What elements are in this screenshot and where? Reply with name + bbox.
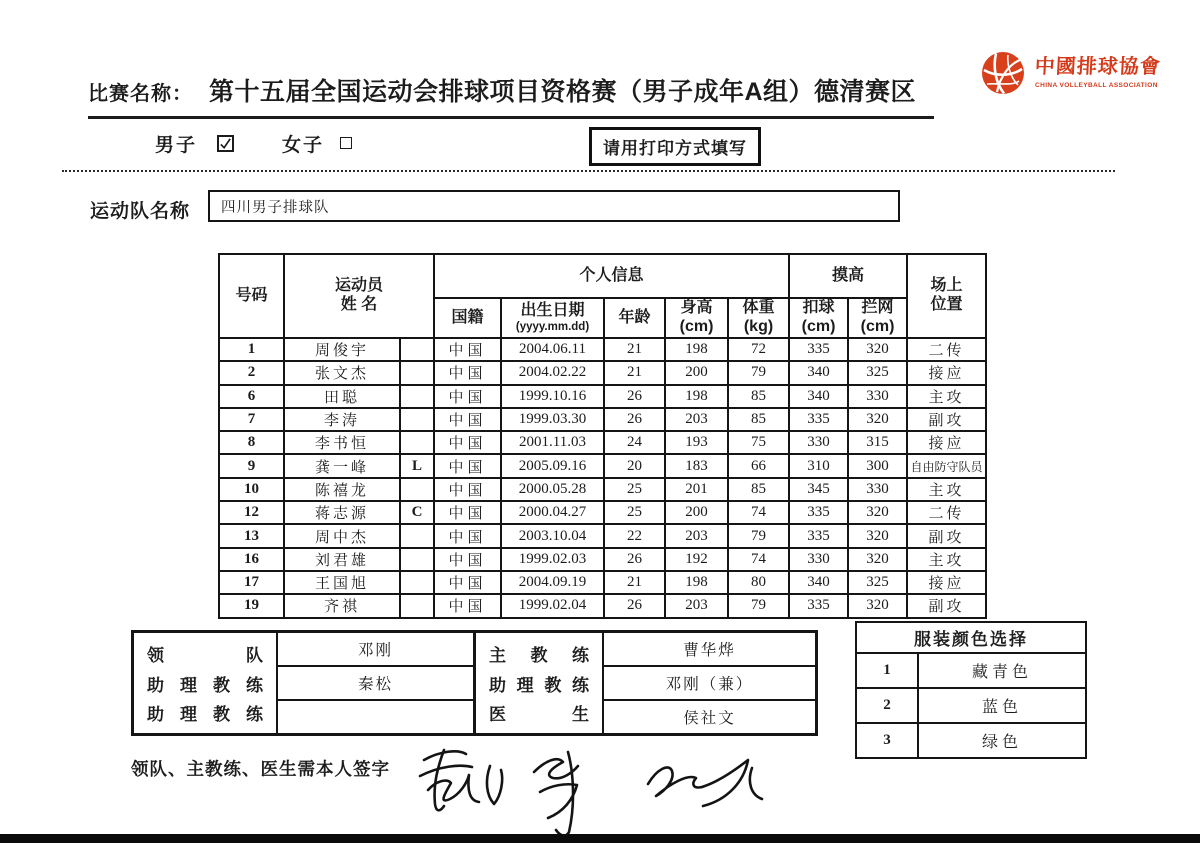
roster-cell: 陈禧龙 bbox=[284, 478, 400, 501]
col-personal-info: 个人信息 bbox=[434, 254, 789, 298]
association-name bbox=[1035, 50, 1161, 89]
table-row bbox=[219, 548, 986, 571]
roster-cell: 200 bbox=[665, 501, 728, 524]
roster-cell bbox=[400, 361, 434, 384]
roster-cell: 2000.04.27 bbox=[501, 501, 604, 524]
roster-cell: 320 bbox=[848, 501, 907, 524]
roster-cell: 26 bbox=[604, 385, 665, 408]
roster-cell bbox=[400, 431, 434, 454]
roster-cell: 1 bbox=[219, 338, 284, 361]
roster-cell: 26 bbox=[604, 594, 665, 617]
roster-cell: 1999.02.03 bbox=[501, 548, 604, 571]
roster-cell: 主攻 bbox=[907, 478, 986, 501]
roster-cell: 1999.03.30 bbox=[501, 408, 604, 431]
assistant-coach-name bbox=[278, 699, 473, 733]
roster-cell: 74 bbox=[728, 501, 789, 524]
color-option-name: 蓝色 bbox=[918, 688, 1086, 723]
competition-title bbox=[88, 72, 934, 119]
roster-cell: 2 bbox=[219, 361, 284, 384]
col-number: 号码 bbox=[219, 254, 284, 338]
roster-cell: 325 bbox=[848, 571, 907, 594]
roster-cell: 330 bbox=[848, 385, 907, 408]
roster-cell: C bbox=[400, 501, 434, 524]
roster-cell: 接应 bbox=[907, 361, 986, 384]
uniform-color-table bbox=[855, 621, 1087, 759]
male-label: 男子 bbox=[155, 134, 198, 156]
volleyball-icon bbox=[980, 50, 1026, 96]
signature-instruction: 领队、主教练、医生需本人签字 bbox=[131, 759, 390, 779]
roster-cell: 12 bbox=[219, 501, 284, 524]
roster-cell bbox=[400, 548, 434, 571]
roster-cell: 183 bbox=[665, 454, 728, 477]
roster-cell: 201 bbox=[665, 478, 728, 501]
roster-cell: 2004.06.11 bbox=[501, 338, 604, 361]
roster-cell: 中国 bbox=[434, 385, 501, 408]
roster-cell: 副攻 bbox=[907, 594, 986, 617]
roster-cell: 副攻 bbox=[907, 408, 986, 431]
col-block: 拦网 (cm) bbox=[848, 298, 907, 338]
roster-cell: 22 bbox=[604, 524, 665, 547]
roster-cell: 13 bbox=[219, 524, 284, 547]
roster-cell: 75 bbox=[728, 431, 789, 454]
roster-cell: 325 bbox=[848, 361, 907, 384]
table-row bbox=[219, 408, 986, 431]
roster-cell: 330 bbox=[789, 548, 848, 571]
roster-cell: 二传 bbox=[907, 338, 986, 361]
color-option-no: 2 bbox=[856, 688, 918, 723]
roster-cell: 中国 bbox=[434, 361, 501, 384]
roster-cell: 85 bbox=[728, 385, 789, 408]
roster-cell: 蒋志源 bbox=[284, 501, 400, 524]
uniform-color-title: 服装颜色选择 bbox=[856, 622, 1086, 653]
roster-cell: 2005.09.16 bbox=[501, 454, 604, 477]
col-age: 年龄 bbox=[604, 298, 665, 338]
roster-cell: 10 bbox=[219, 478, 284, 501]
roster-cell: 接应 bbox=[907, 571, 986, 594]
roster-cell: 320 bbox=[848, 548, 907, 571]
roster-cell: 203 bbox=[665, 594, 728, 617]
print-instruction-box: 请用打印方式填写 bbox=[589, 127, 761, 166]
roster-cell bbox=[400, 524, 434, 547]
roster-cell: 21 bbox=[604, 338, 665, 361]
female-label: 女子 bbox=[282, 134, 325, 156]
competition-name: 第十五届全国运动会排球项目资格赛（男子成年A组）德清赛区 bbox=[209, 78, 917, 106]
staff-box-left bbox=[131, 630, 476, 736]
check-icon bbox=[219, 137, 232, 150]
assistant-coach-label: 助理教练 bbox=[147, 704, 263, 724]
staff-section bbox=[131, 630, 818, 736]
table-row bbox=[219, 594, 986, 617]
roster-cell: 26 bbox=[604, 408, 665, 431]
roster-cell: 李书恒 bbox=[284, 431, 400, 454]
roster-cell: 中国 bbox=[434, 524, 501, 547]
roster-cell: 6 bbox=[219, 385, 284, 408]
roster-cell: 21 bbox=[604, 571, 665, 594]
roster-cell: 2004.02.22 bbox=[501, 361, 604, 384]
team-leader-label: 领队 bbox=[147, 646, 263, 666]
color-option-no: 3 bbox=[856, 723, 918, 758]
roster-cell: 72 bbox=[728, 338, 789, 361]
roster-cell: 主攻 bbox=[907, 548, 986, 571]
color-option-name: 绿色 bbox=[918, 723, 1086, 758]
roster-cell: 25 bbox=[604, 501, 665, 524]
roster-cell: 320 bbox=[848, 524, 907, 547]
col-birth-date: 出生日期 (yyyy.mm.dd) bbox=[501, 298, 604, 338]
female-checkbox[interactable] bbox=[340, 137, 352, 149]
assistant-coach-label: 助理教练 bbox=[147, 675, 263, 695]
roster-cell: 203 bbox=[665, 408, 728, 431]
roster-cell: 79 bbox=[728, 524, 789, 547]
roster-cell bbox=[400, 408, 434, 431]
roster-cell: 335 bbox=[789, 594, 848, 617]
staff-labels-left bbox=[134, 633, 276, 733]
roster-cell bbox=[400, 571, 434, 594]
roster-cell: 7 bbox=[219, 408, 284, 431]
roster-cell bbox=[400, 338, 434, 361]
roster-cell: 2003.10.04 bbox=[501, 524, 604, 547]
table-row bbox=[856, 688, 1086, 723]
roster-cell: 二传 bbox=[907, 501, 986, 524]
roster-cell: 1999.10.16 bbox=[501, 385, 604, 408]
roster-cell: 330 bbox=[848, 478, 907, 501]
table-row bbox=[219, 571, 986, 594]
roster-cell: 1999.02.04 bbox=[501, 594, 604, 617]
roster-cell: 25 bbox=[604, 478, 665, 501]
roster-cell: 张文杰 bbox=[284, 361, 400, 384]
roster-cell: 李涛 bbox=[284, 408, 400, 431]
roster-cell: 齐祺 bbox=[284, 594, 400, 617]
table-row bbox=[219, 338, 986, 361]
roster-cell: 21 bbox=[604, 361, 665, 384]
roster-cell: 副攻 bbox=[907, 524, 986, 547]
roster-cell: 198 bbox=[665, 385, 728, 408]
roster-cell: 345 bbox=[789, 478, 848, 501]
roster-cell: 王国旭 bbox=[284, 571, 400, 594]
roster-cell: 自由防守队员 bbox=[907, 454, 986, 477]
roster-cell: 192 bbox=[665, 548, 728, 571]
assistant-coach-name: 邓刚（兼） bbox=[604, 665, 815, 699]
roster-cell bbox=[400, 478, 434, 501]
table-row bbox=[856, 723, 1086, 758]
signature-denggang bbox=[534, 752, 578, 836]
roster-cell: 85 bbox=[728, 478, 789, 501]
col-spike: 扣球 (cm) bbox=[789, 298, 848, 338]
roster-cell: 2000.05.28 bbox=[501, 478, 604, 501]
roster-cell: 中国 bbox=[434, 571, 501, 594]
roster-cell: 193 bbox=[665, 431, 728, 454]
signature-caohuayue bbox=[420, 750, 502, 810]
table-row bbox=[219, 524, 986, 547]
head-coach-label: 主教练 bbox=[489, 646, 589, 666]
roster-cell: 335 bbox=[789, 501, 848, 524]
table-row bbox=[856, 653, 1086, 688]
roster-cell: 中国 bbox=[434, 431, 501, 454]
roster-cell: 320 bbox=[848, 338, 907, 361]
male-checkbox[interactable] bbox=[217, 135, 234, 152]
roster-cell: 周中杰 bbox=[284, 524, 400, 547]
roster-cell: 310 bbox=[789, 454, 848, 477]
col-weight: 体重 (kg) bbox=[728, 298, 789, 338]
roster-cell: 中国 bbox=[434, 501, 501, 524]
doctor-name: 侯社文 bbox=[604, 699, 815, 733]
staff-box-right bbox=[473, 630, 818, 736]
roster-cell: 66 bbox=[728, 454, 789, 477]
roster-cell: 20 bbox=[604, 454, 665, 477]
staff-values-left bbox=[276, 633, 473, 733]
roster-cell: 19 bbox=[219, 594, 284, 617]
table-row bbox=[219, 478, 986, 501]
roster-cell: 340 bbox=[789, 361, 848, 384]
roster-cell: 335 bbox=[789, 338, 848, 361]
staff-labels-right bbox=[476, 633, 602, 733]
head-coach-name: 曹华烨 bbox=[683, 642, 736, 659]
roster-cell: 85 bbox=[728, 408, 789, 431]
roster-cell: 16 bbox=[219, 548, 284, 571]
roster-cell: 198 bbox=[665, 338, 728, 361]
roster-cell: 320 bbox=[848, 408, 907, 431]
team-name-field[interactable] bbox=[208, 190, 900, 222]
roster-cell: 接应 bbox=[907, 431, 986, 454]
team-leader-name: 邓刚 bbox=[357, 642, 393, 659]
assistant-coach-label: 助理教练 bbox=[489, 675, 589, 695]
roster-cell: 中国 bbox=[434, 454, 501, 477]
roster-cell: 335 bbox=[789, 408, 848, 431]
roster-cell: 320 bbox=[848, 594, 907, 617]
gender-row bbox=[155, 131, 352, 155]
dotted-separator bbox=[62, 170, 1115, 172]
roster-cell: 中国 bbox=[434, 478, 501, 501]
roster-cell: 315 bbox=[848, 431, 907, 454]
roster-cell: 中国 bbox=[434, 594, 501, 617]
association-name-zh: 中國排球協會 bbox=[1034, 56, 1162, 78]
roster-cell: 200 bbox=[665, 361, 728, 384]
roster-cell: 340 bbox=[789, 571, 848, 594]
roster-cell: 330 bbox=[789, 431, 848, 454]
roster-cell: 17 bbox=[219, 571, 284, 594]
roster-cell: 79 bbox=[728, 594, 789, 617]
roster-cell: 田聪 bbox=[284, 385, 400, 408]
roster-cell: 340 bbox=[789, 385, 848, 408]
scan-edge-bar bbox=[0, 834, 1200, 843]
roster-table bbox=[218, 253, 987, 619]
roster-cell: 198 bbox=[665, 571, 728, 594]
col-height: 身高 (cm) bbox=[665, 298, 728, 338]
team-name-label: 运动队名称 bbox=[90, 201, 191, 222]
roster-cell: 8 bbox=[219, 431, 284, 454]
roster-cell: 300 bbox=[848, 454, 907, 477]
assistant-coach-name: 秦松 bbox=[278, 665, 473, 699]
doctor-label: 医生 bbox=[489, 704, 589, 724]
roster-cell: 中国 bbox=[434, 548, 501, 571]
roster-cell: 周俊宇 bbox=[284, 338, 400, 361]
roster-cell: 26 bbox=[604, 548, 665, 571]
roster-cell bbox=[400, 594, 434, 617]
roster-cell: 80 bbox=[728, 571, 789, 594]
col-nationality: 国籍 bbox=[434, 298, 501, 338]
handwritten-signatures bbox=[400, 738, 780, 840]
association-name-en: CHINA VOLLEYBALL ASSOCIATION bbox=[1035, 82, 1158, 89]
color-option-name: 藏青色 bbox=[918, 653, 1086, 688]
roster-cell: 2001.11.03 bbox=[501, 431, 604, 454]
roster-cell: 2004.09.19 bbox=[501, 571, 604, 594]
col-reach: 摸高 bbox=[789, 254, 907, 298]
roster-cell: 79 bbox=[728, 361, 789, 384]
roster-cell: 龚一峰 bbox=[284, 454, 400, 477]
roster-cell: 203 bbox=[665, 524, 728, 547]
roster-cell: 24 bbox=[604, 431, 665, 454]
association-logo bbox=[980, 50, 1161, 96]
competition-label: 比赛名称： bbox=[88, 83, 193, 105]
roster-body bbox=[219, 338, 986, 618]
roster-cell: 中国 bbox=[434, 408, 501, 431]
staff-values-right bbox=[602, 633, 815, 733]
roster-cell: 9 bbox=[219, 454, 284, 477]
roster-cell: 主攻 bbox=[907, 385, 986, 408]
roster-cell: L bbox=[400, 454, 434, 477]
table-row bbox=[219, 501, 986, 524]
roster-cell: 中国 bbox=[434, 338, 501, 361]
table-row bbox=[219, 454, 986, 477]
team-name-value: 四川男子排球队 bbox=[221, 199, 330, 216]
roster-cell bbox=[400, 385, 434, 408]
table-row bbox=[219, 431, 986, 454]
col-athlete-name: 运动员 姓 名 bbox=[284, 254, 434, 338]
roster-cell: 刘君雄 bbox=[284, 548, 400, 571]
table-row bbox=[219, 361, 986, 384]
table-row bbox=[219, 385, 986, 408]
roster-cell: 74 bbox=[728, 548, 789, 571]
signature-houshewen bbox=[648, 760, 762, 806]
color-option-no: 1 bbox=[856, 653, 918, 688]
col-position: 场上 位置 bbox=[907, 254, 986, 338]
roster-cell: 335 bbox=[789, 524, 848, 547]
